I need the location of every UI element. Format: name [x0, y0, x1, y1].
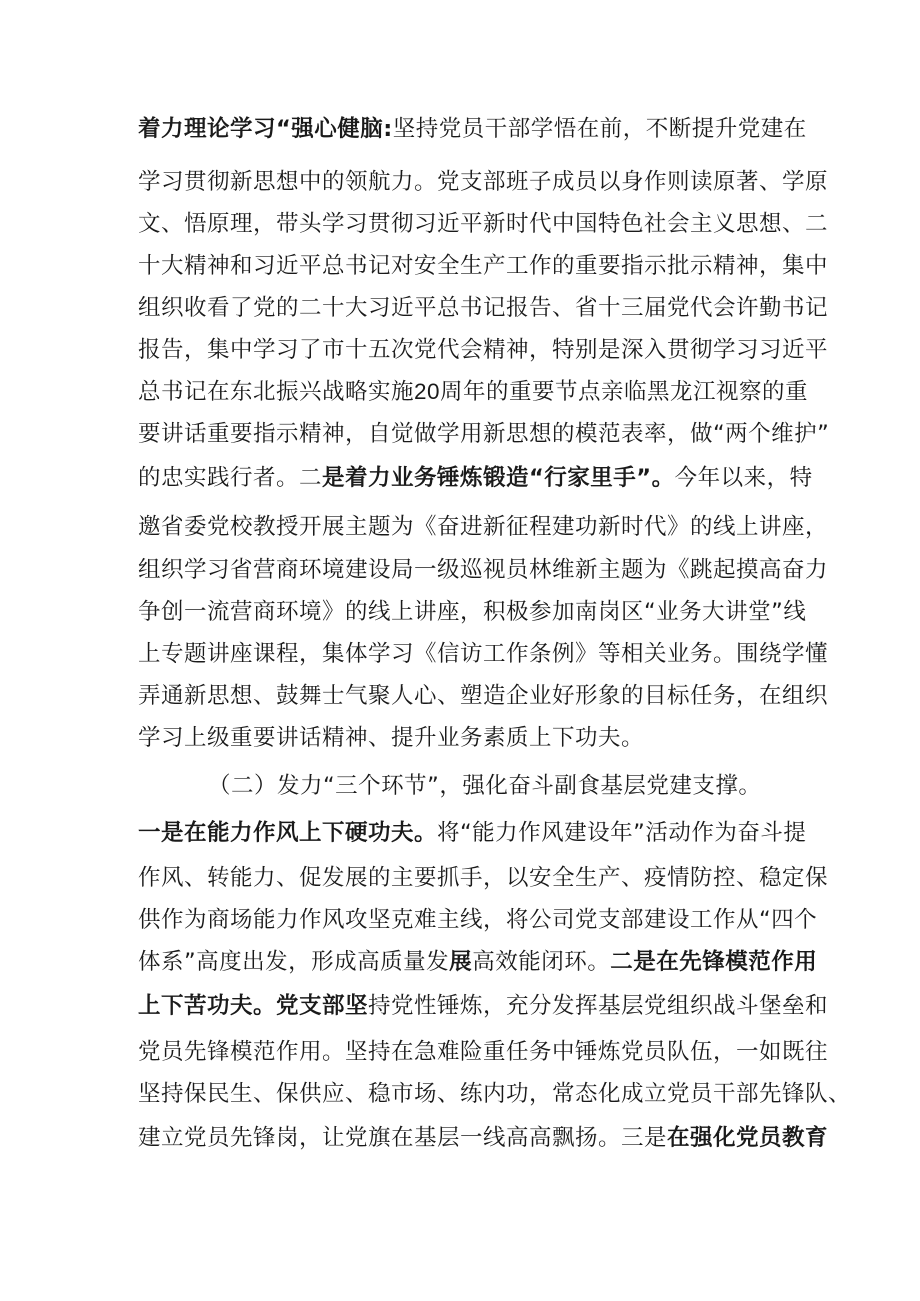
bold-heading: 一是在能力作风上下硬功夫。	[138, 820, 438, 846]
bold-colon: :	[383, 116, 393, 142]
paragraph-line	[138, 942, 818, 982]
text-run: 学习贯彻新思想中的领航力。党支部班子成员以身作则读原著、学原	[138, 169, 829, 195]
text-run: 供作为商场能力作风攻坚克难主线，将公司党支部建设工作从“四个	[138, 907, 818, 933]
paragraph-line	[138, 550, 829, 590]
paragraph-line	[138, 414, 830, 454]
text-run: 报告，集中学习了市十五次党代会精神，特别是深入贯彻学习习近平	[138, 337, 829, 363]
bold-heading: 是着力业务锤炼锻造“行家里手”。	[322, 465, 675, 491]
text-run: 总书记在东北振兴战略实施	[138, 379, 415, 405]
paragraph-line	[138, 1074, 852, 1114]
bold-heading: 着力理论学习“强心健脑	[138, 116, 384, 142]
section-heading	[208, 766, 788, 806]
paragraph-line	[138, 858, 829, 898]
paragraph-line	[138, 900, 818, 940]
text-run: 作风、转能力、促发展的主要抓手，以安全生产、疫情防控、稳定保	[138, 865, 829, 891]
text-run: 建立党员先锋岗，让党旗在基层一线高高飘扬。三是	[138, 1125, 668, 1151]
bold-heading: 在强化党员教育	[667, 1125, 829, 1151]
paragraph-line	[138, 372, 809, 412]
paragraph-line	[138, 246, 829, 286]
paragraph-line	[138, 330, 829, 370]
paragraph-line	[138, 813, 807, 853]
text-run: 的忠实践行者。二	[138, 465, 323, 491]
paragraph-line	[138, 162, 829, 202]
section-heading-text: （二）发力“三个环节”，强化奋斗副食基层党建支撑。	[208, 773, 762, 799]
paragraph-line	[138, 458, 813, 498]
text-run: 学习上级重要讲话精神、提升业务素质上下功夫。	[138, 725, 645, 751]
text-run: 十大精神和习近平总书记对安全生产工作的重要指示批示精神，集中	[138, 253, 829, 279]
text-run: 争创一流营商环境》的线上讲座，积极参加南岗区“业务大讲堂”线	[138, 599, 807, 625]
paragraph-line	[138, 676, 829, 716]
text-run: 上专题讲座课程，集体学习《信访工作条例》等相关业务。围绕学懂	[138, 641, 829, 667]
paragraph-line	[138, 507, 829, 547]
paragraph-line	[138, 109, 807, 149]
paragraph-line	[138, 1032, 829, 1072]
text-run: 邀省委党校教授开展主题为《奋进新征程建功新时代》的线上讲座，	[138, 514, 829, 540]
text-run: 高效能闭环。	[472, 949, 611, 975]
text-run: 党员先锋模范作用。坚持在急难险重任务中锤炼党员队伍，一如既往	[138, 1039, 829, 1065]
text-run: 要讲话重要指示精神，自觉做学用新思想的模范表率，做“两个维护”	[138, 421, 830, 447]
text-run: 组织收看了党的二十大习近平总书记报告、省十三届党代会许勤书记	[138, 295, 829, 321]
text-run: 体系”高度出发，形成高质量发	[138, 949, 450, 975]
paragraph-line	[138, 986, 829, 1026]
paragraph-line	[138, 288, 829, 328]
text-run: 持党性锤炼，充分发挥基层党组织战斗堡垒和	[368, 993, 829, 1019]
text-run: 今年以来，特	[674, 465, 813, 491]
bold-heading: 上下苦功夫。党支部坚	[138, 993, 369, 1019]
text-run: 弄通新思想、鼓舞士气聚人心、塑造企业好形象的目标任务，在组织	[138, 683, 829, 709]
paragraph-line	[138, 592, 807, 632]
number-run: 20	[414, 379, 441, 404]
text-run: 文、悟原理，带头学习贯彻习近平新时代中国特色社会主义思想、二	[138, 211, 829, 237]
paragraph-line	[138, 634, 829, 674]
paragraph-line	[138, 204, 829, 244]
bold-char: 展	[449, 949, 473, 975]
text-run: 坚持保民生、保供应、稳市场、练内功，常态化成立党员干部先锋队、	[138, 1081, 852, 1107]
text-run: 周年的重要节点亲临黑龙江视察的重	[440, 379, 809, 405]
text-run: 将“能力作风建设年”活动作为奋斗提	[437, 820, 807, 846]
text-run: 坚持党员干部学悟在前，不断提升党建在	[392, 116, 807, 142]
text-run: 组织学习省营商环境建设局一级巡视员林维新主题为《跳起摸高奋力	[138, 557, 829, 583]
paragraph-line	[138, 718, 788, 758]
bold-heading: 二是在先锋模范作用	[610, 949, 818, 975]
paragraph-line	[138, 1118, 829, 1158]
